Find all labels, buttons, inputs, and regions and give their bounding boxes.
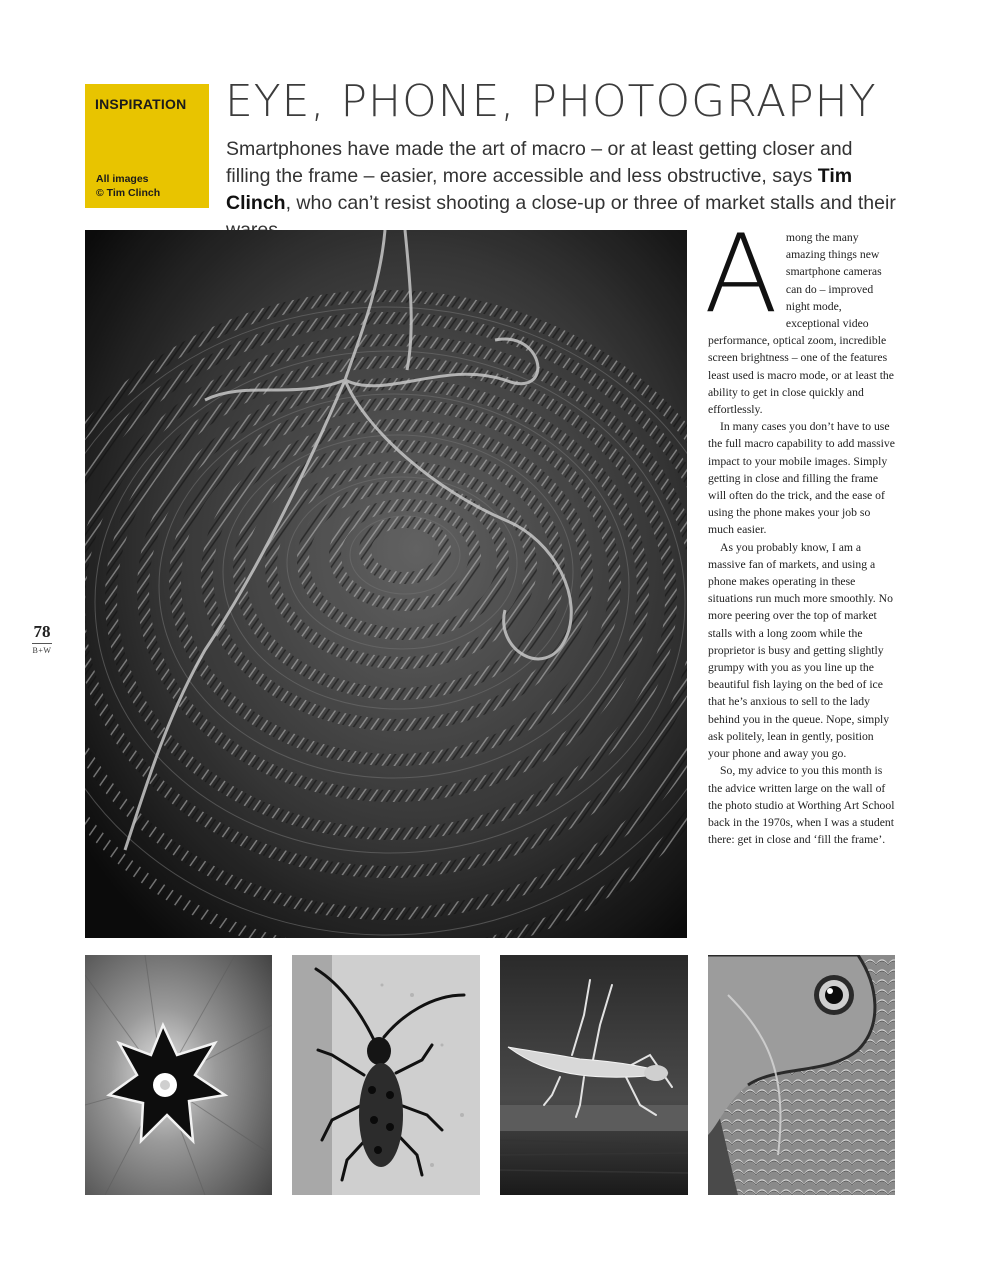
standfirst <box>226 136 901 244</box>
article-body <box>704 212 896 848</box>
page-number: 78 <box>33 622 51 641</box>
magazine-name: B+W <box>32 646 52 655</box>
standfirst-text-2: , who can’t resist shooting a close-up or three of market stalls and their <box>285 192 896 214</box>
section-label: INSPIRATION <box>95 96 187 112</box>
section-label-box <box>85 84 209 208</box>
article-title: EYE, PHONE, PHOTOGRAPHY <box>225 76 877 127</box>
photo-credit-line2: © Tim Clinch <box>96 187 161 199</box>
hero-photo-twine <box>85 230 687 938</box>
body-paragraph-4: So, my advice to you this month is the advice written large on the wall of the photo studio at Worthing Art School back in the 1970s, when I was a student there: get in close and ‘fill the frame’. <box>708 764 895 847</box>
author-name: Tim Clinch <box>226 165 853 214</box>
photo-flower <box>85 955 272 1195</box>
photo-credit-line1: All images <box>96 173 149 185</box>
body-paragraph-1: mong the many amazing things new smartphone cameras can do – improved night mode, exceptional video performance, optical zoom, incredible screen brightness – one of the features least used is macro mode, or at least the ability to get in close quickly and effortlessly. <box>708 231 894 417</box>
photo-fish <box>708 955 895 1195</box>
photo-credit <box>96 172 160 200</box>
folio <box>28 622 56 655</box>
body-paragraph-3: As you probably know, I am a massive fan of markets, and using a phone makes operating in these situations run much more smoothly. No more peering over the top of market stalls with a long zoom while the proprietor is busy and getting slightly grumpy with you as you line up the beautiful fish laying on the bed of ice that he’s anxious to sell to the lady behind you in the queue. Nope, simply ask politely, lean in gently, position your phone and away you go. <box>708 540 893 761</box>
body-paragraph-2: In many cases you don’t have to use the full macro capability to add massive impact to your mobile images. Simply getting in close and filling the frame will often do the trick, and the ease of using the phone makes your job so much easier. <box>708 420 895 537</box>
photo-beetle <box>292 955 480 1195</box>
drop-cap: A <box>704 212 778 337</box>
standfirst-text-1: Smartphones have made the art of macro – or at least getting closer and filling the frame – easier, more accessible and less obstructive, says <box>226 138 853 187</box>
photo-grasshopper <box>500 955 688 1195</box>
folio-rule <box>32 643 52 644</box>
